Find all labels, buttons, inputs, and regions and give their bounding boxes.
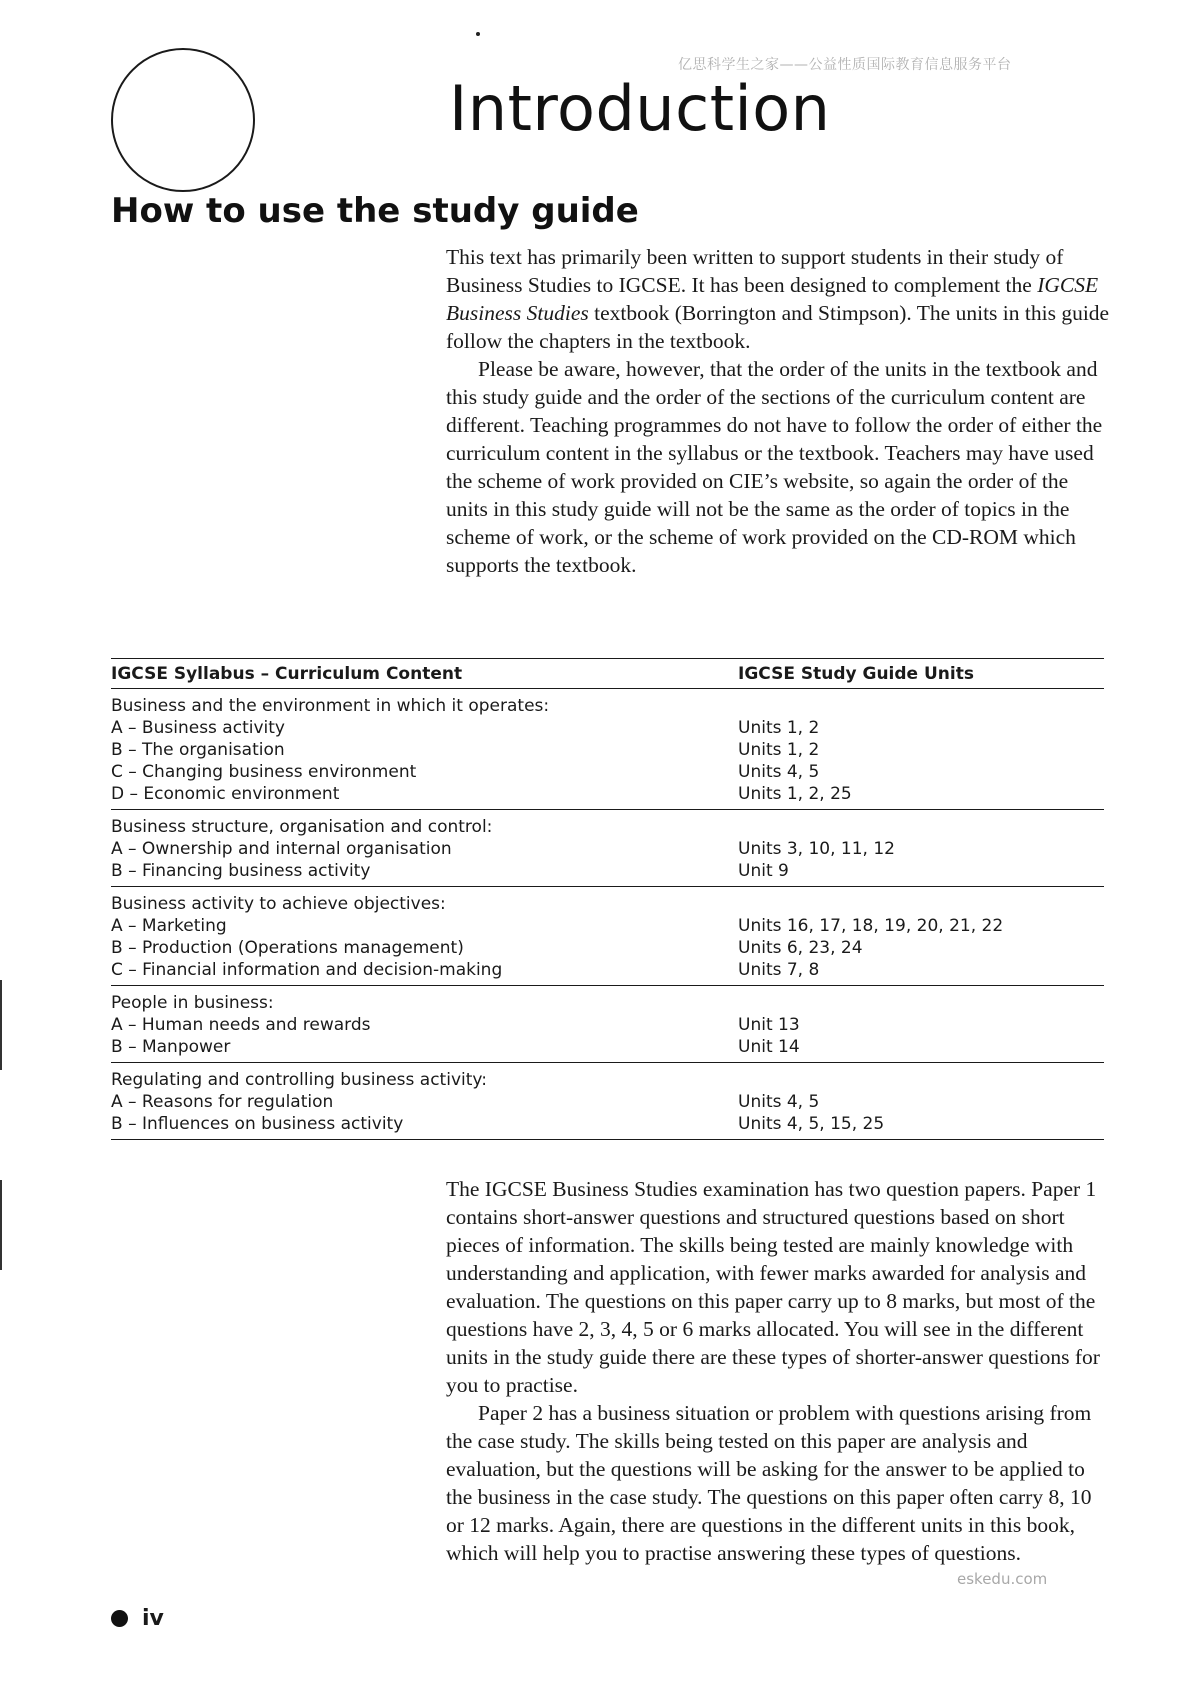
- curriculum-cell: A – Reasons for regulation: [111, 1092, 334, 1112]
- curriculum-cell: A – Ownership and internal organisation: [111, 839, 452, 859]
- intro-p1-start: This text has primarily been written to support students in their study of Business Studies to IGCSE. It has been designed to complement the: [446, 245, 1064, 297]
- table-row: [111, 937, 1104, 959]
- units-cell: Units 4, 5, 15, 25: [738, 1114, 885, 1134]
- curriculum-cell: C – Changing business environment: [111, 762, 417, 782]
- units-cell: Units 1, 2: [738, 740, 820, 760]
- watermark-bottom: eskedu.com: [957, 1570, 1048, 1588]
- table-top-rule: [111, 658, 1104, 659]
- table-body: [111, 689, 1104, 1140]
- curriculum-cell: A – Marketing: [111, 916, 227, 936]
- table-row: [111, 915, 1104, 937]
- units-cell: Units 4, 5: [738, 762, 820, 782]
- table-group: [111, 689, 1104, 810]
- curriculum-cell: B – Influences on business activity: [111, 1114, 404, 1134]
- exam-paragraph-1: The IGCSE Business Studies examination has two question papers. Paper 1 contains short-answer questions and structured questions based on short pieces of information. The skills being tested are mainly knowledge with understanding and application, with fewer marks awarded for analysis and evaluation. The questions on this paper carry up to 8 marks, but most of the questions have 2, 3, 4, 5 or 6 marks allocated. You will see in the different units in the study guide there are these types of shorter-answer questions for you to practise.: [446, 1177, 1100, 1397]
- page-number: [111, 1606, 164, 1631]
- curriculum-table: [111, 660, 1104, 1140]
- table-group: [111, 986, 1104, 1063]
- table-group: [111, 887, 1104, 986]
- table-group-heading: Business and the environment in which it operates:: [111, 696, 550, 716]
- scan-edge-mark: [0, 1180, 2, 1270]
- table-row: [111, 717, 1104, 739]
- curriculum-cell: C – Financial information and decision-making: [111, 960, 503, 980]
- header-curriculum-content: IGCSE Syllabus – Curriculum Content: [111, 664, 463, 684]
- table-row: [111, 959, 1104, 981]
- table-row: [111, 1091, 1104, 1113]
- chapter-circle-decoration: [111, 48, 255, 192]
- scan-edge-mark: [0, 980, 2, 1070]
- intro-text: [446, 243, 1111, 579]
- exam-text: [446, 1175, 1111, 1567]
- table-group: [111, 1063, 1104, 1140]
- units-cell: Units 3, 10, 11, 12: [738, 839, 896, 859]
- table-row: [111, 1014, 1104, 1036]
- table-row: [111, 783, 1104, 805]
- units-cell: Unit 14: [738, 1037, 800, 1057]
- curriculum-cell: B – Financing business activity: [111, 861, 371, 881]
- page-title: Introduction: [449, 72, 831, 145]
- table-row: [111, 1036, 1104, 1058]
- units-cell: Unit 9: [738, 861, 789, 881]
- table-group-heading: People in business:: [111, 993, 274, 1013]
- units-cell: Unit 13: [738, 1015, 800, 1035]
- intro-paragraph-2: Please be aware, however, that the order of the units in the textbook and this study guide and the order of the sections of the curriculum content are different. Teaching programmes do not have to follow the order of either the curriculum content in the syllabus or the textbook. Teachers may have used the scheme of work provided on CIE’s website, so again the order of the units in this study guide will not be the same as the order of topics in the scheme of work, or the scheme of work provided on the CD-ROM which supports the textbook.: [446, 357, 1103, 577]
- intro-p1-end: textbook (Borrington and Stimpson). The units in this guide follow the chapters in the textbook.: [446, 301, 1110, 353]
- units-cell: Units 1, 2: [738, 718, 820, 738]
- table-row: [111, 739, 1104, 761]
- table-group: [111, 810, 1104, 887]
- curriculum-cell: D – Economic environment: [111, 784, 340, 804]
- watermark-top: 亿思科学生之家——公益性质国际教育信息服务平台: [678, 57, 1012, 73]
- table-group-heading: Regulating and controlling business activity:: [111, 1070, 487, 1090]
- header-study-guide-units: IGCSE Study Guide Units: [738, 664, 974, 684]
- table-group-heading: Business structure, organisation and control:: [111, 817, 493, 837]
- units-cell: Units 6, 23, 24: [738, 938, 863, 958]
- table-group-heading: Business activity to achieve objectives:: [111, 894, 446, 914]
- table-row: [111, 1113, 1104, 1135]
- curriculum-cell: B – Production (Operations management): [111, 938, 464, 958]
- units-cell: Units 16, 17, 18, 19, 20, 21, 22: [738, 916, 1004, 936]
- curriculum-cell: A – Business activity: [111, 718, 285, 738]
- units-cell: Units 1, 2, 25: [738, 784, 852, 804]
- exam-paragraph-2: Paper 2 has a business situation or problem with questions arising from the case study. The skills being tested on this paper are analysis and evaluation, but the questions will be asking for the answer to be applied to the business in the case study. The questions on this paper often carry 8, 10 or 12 marks. Again, there are questions in the different units in this book, which will help you to practise answering these types of questions.: [446, 1401, 1092, 1565]
- intro-paragraph-1: [446, 243, 1111, 355]
- table-header-row: [111, 660, 1104, 689]
- units-cell: Units 7, 8: [738, 960, 820, 980]
- page-number-label: iv: [142, 1606, 164, 1631]
- curriculum-cell: B – Manpower: [111, 1037, 231, 1057]
- section-heading: How to use the study guide: [111, 191, 639, 231]
- bullet-icon: [111, 1610, 128, 1627]
- units-cell: Units 4, 5: [738, 1092, 820, 1112]
- curriculum-cell: B – The organisation: [111, 740, 285, 760]
- table-row: [111, 860, 1104, 882]
- curriculum-cell: A – Human needs and rewards: [111, 1015, 371, 1035]
- stray-dot: [476, 32, 480, 36]
- book-title: IGCSE Business Studies: [446, 273, 1099, 325]
- table-row: [111, 838, 1104, 860]
- table-row: [111, 761, 1104, 783]
